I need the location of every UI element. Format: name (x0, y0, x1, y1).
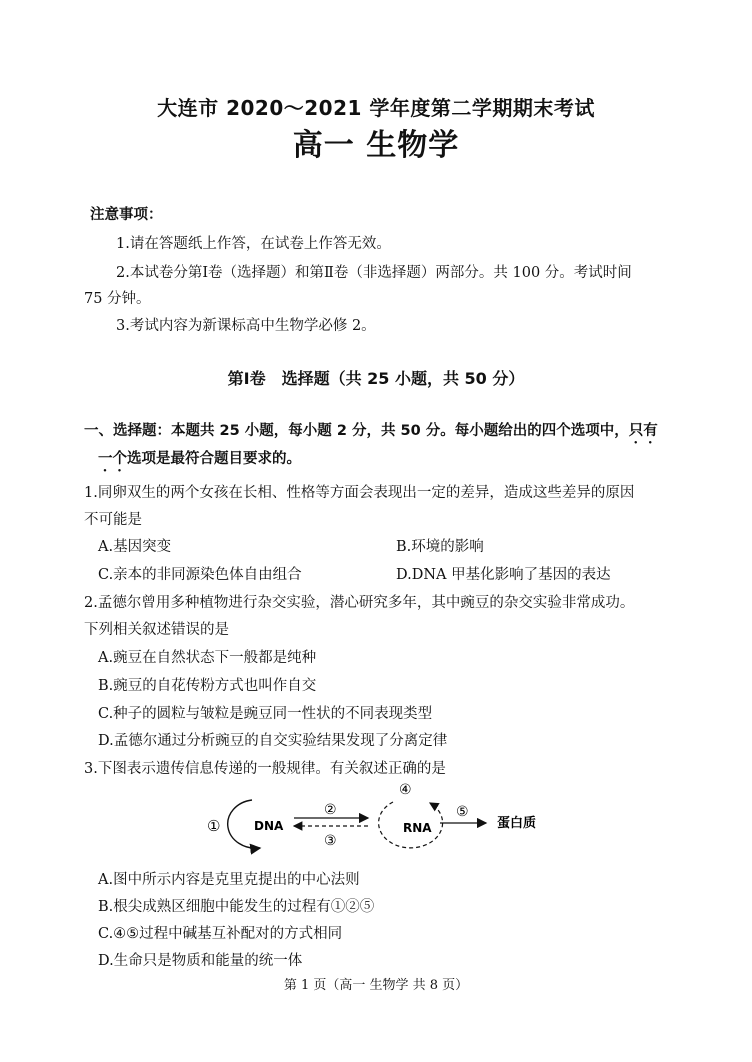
q3-option-b: B.根尖成熟区细胞中能发生的过程有①②⑤ (98, 899, 375, 915)
part-instructions-line2 (98, 447, 301, 475)
q3-option-c: C.④⑤过程中碱基互补配对的方式相同 (98, 926, 343, 942)
q1-option-b: B.环境的影响 (396, 539, 484, 555)
exam-subtitle: 高一 生物学 (292, 128, 460, 163)
exam-title: 大连市 2020～2021 学年度第二学期期末考试 (157, 96, 595, 120)
q2-option-c: C.种子的圆粒与皱粒是豌豆同一性状的不同表现类型 (98, 706, 433, 722)
q3-stem: 3.下图表示遗传信息传递的一般规律。有关叙述正确的是 (84, 761, 446, 777)
genetic-info-flow-diagram (190, 776, 570, 862)
part-instructions-text-2: 选项是最符合题目要求的。 (127, 451, 301, 467)
label-process-5: ⑤ (456, 804, 469, 820)
q2-option-d: D.孟德尔通过分析豌豆的自交实验结果发现了分离定律 (98, 733, 448, 749)
part-instructions-text: 一、选择题：本题共 25 小题，每小题 2 分，共 50 分。每小题给出的四个选项中， (84, 423, 629, 439)
label-rna: RNA (403, 821, 432, 835)
part-instructions-line1 (84, 419, 658, 447)
label-process-2: ② (324, 802, 337, 818)
q1-option-a: A.基因突变 (98, 539, 172, 555)
section-title: 第Ⅰ卷 选择题（共 25 小题，共 50 分） (227, 369, 525, 388)
notes-item-1: 1.请在答题纸上作答，在试卷上作答无效。 (116, 236, 391, 252)
q1-option-d: D.DNA 甲基化影响了基因的表达 (396, 567, 611, 583)
q1-stem-line1: 1.同卵双生的两个女孩在长相、性格等方面会表现出一定的差异，造成这些差异的原因 (84, 485, 635, 501)
notes-item-2-line2: 75 分钟。 (84, 291, 151, 307)
q1-stem-line2: 不可能是 (84, 512, 142, 528)
label-process-1: ① (207, 817, 221, 835)
q2-stem-line1: 2.孟德尔曾用多种植物进行杂交实验，潜心研究多年，其中豌豆的杂交实验非常成功。 (84, 595, 635, 611)
q2-option-b: B.豌豆的自花传粉方式也叫作自交 (98, 678, 317, 694)
emphasis-only: 只有 (628, 423, 658, 439)
label-dna: DNA (254, 819, 284, 833)
q2-stem-line2: 下列相关叙述错误的是 (84, 622, 229, 638)
label-process-4: ④ (399, 782, 412, 798)
q2-option-a: A.豌豆在自然状态下一般都是纯种 (98, 650, 317, 666)
notes-heading: 注意事项： (90, 207, 163, 223)
q1-option-c: C.亲本的非同源染色体自由组合 (98, 567, 302, 583)
q3-option-d: D.生命只是物质和能量的统一体 (98, 953, 303, 969)
label-process-3: ③ (324, 833, 337, 849)
q3-option-a: A.图中所示内容是克里克提出的中心法则 (98, 872, 360, 888)
notes-item-2-line1: 2.本试卷分第Ⅰ卷（选择题）和第Ⅱ卷（非选择题）两部分。共 100 分。考试时间 (116, 265, 632, 281)
page-footer: 第 1 页（高一 生物学 共 8 页） (283, 978, 469, 993)
notes-item-3: 3.考试内容为新课标高中生物学必修 2。 (116, 318, 376, 334)
label-protein: 蛋白质 (497, 816, 537, 831)
emphasis-one: 一个 (98, 451, 127, 467)
